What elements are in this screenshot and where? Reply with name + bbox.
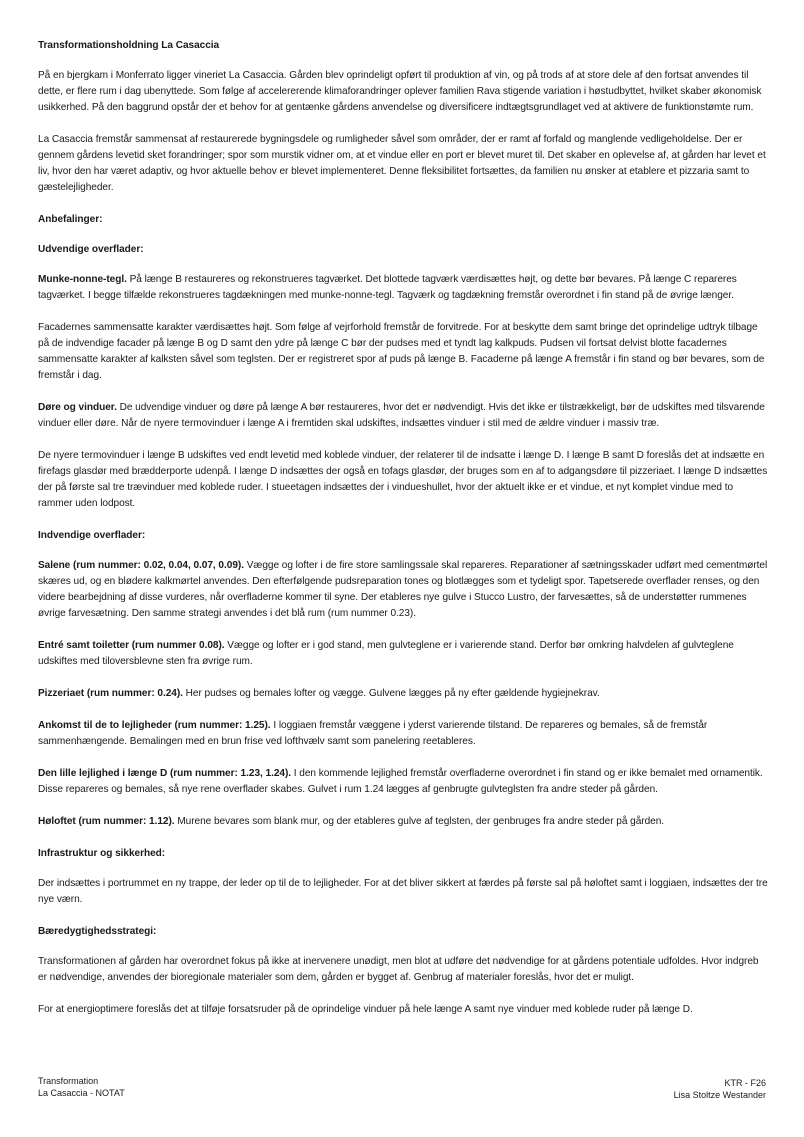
hayloft-title: Høloftet (rum nummer: 1.12). <box>38 816 175 827</box>
footer-right-line-2: Lisa Stoltze Westander <box>673 1090 766 1100</box>
infrastructure-heading: Infrastruktur og sikkerhed: <box>38 848 166 859</box>
footer-right <box>674 1077 766 1101</box>
document-body <box>38 38 768 1034</box>
entry-paragraph <box>38 638 768 670</box>
footer-left-line-1: Transformation <box>38 1076 99 1086</box>
apartment-title: Den lille lejlighed i længe D (rum nummer: 1.23, 1.24). <box>38 768 292 779</box>
roof-paragraph <box>38 272 768 304</box>
pizzeria-paragraph <box>38 686 768 702</box>
doors-paragraph <box>38 400 768 432</box>
apartment-text: I den kommende lejlighed fremstår overfladerne overordnet i fin stand og er ikke bemalet med ornamentik. Disse repareres og bemales, så nye rene overflader skabes. Gulvet i rum 1.24 lægges af genbrugte gulvteglsten fra andre steder på gården. <box>38 768 763 795</box>
document-title: Transformationsholdning La Casaccia <box>38 40 220 51</box>
recommendations-heading: Anbefalinger: <box>38 214 103 225</box>
roof-text: På længe B restaureres og rekonstrueres tagværket. Det blottede tagværk værdisættes højt, og dette bør bevares. På længe C repareres tagværket. I begge tilfælde rekonstrueres tagdækningen med munke-nonne-tegl. Tagværk og tagdækning fremstår overordnet i fin stand på de øvrige længer. <box>38 274 737 301</box>
pizzeria-text: Her pudses og bemales lofter og vægge. Gulvene lægges på ny efter gældende hygiejnekrav. <box>182 688 600 699</box>
arrival-title: Ankomst til de to lejligheder (rum nummer: 1.25). <box>38 720 271 731</box>
footer-left-line-2: La Casaccia - NOTAT <box>38 1088 125 1098</box>
footer-left <box>38 1075 125 1099</box>
halls-title: Salene (rum nummer: 0.02, 0.04, 0.07, 0.09). <box>38 560 244 571</box>
hayloft-text: Murene bevares som blank mur, og der etableres gulve af teglsten, der genbruges fra andre steder på gården. <box>174 816 665 827</box>
halls-text: Vægge og lofter i de fire store samlingssale skal repareres. Reparationer af sætningsskader udført med cementmørtel skæres ud, og en blødere kalkmørtel anvendes. Den efterfølgende pudsreparation tones og blotlægges som et tydeligt spor. Tapetserede overflader renses, og den videre bearbejdning af disse vurderes, når overfladerne kommer til syne. Der etableres nye gulve i Stucco Lustro, der farvesættes, så de understøtter rummenes øvrige farvesætning. Den samme strategi anvendes i det blå rum (rum nummer 0.23). <box>38 560 768 619</box>
infrastructure-paragraph: Der indsættes i portrummet en ny trappe, der leder op til de to lejligheder. For at det bliver sikkert at færdes på første sal på høloftet samt i loggiaen, indsættes der tre nye værn. <box>38 878 768 905</box>
sustainability-paragraph-2: For at energioptimere foreslås det at tilføje forsatsruder på de oprindelige vinduer på hele længe A samt nye vinduer med koblede ruder på længe D. <box>38 1004 693 1015</box>
arrival-paragraph <box>38 718 768 750</box>
exterior-heading: Udvendige overflader: <box>38 244 144 255</box>
intro-paragraph-2: La Casaccia fremstår sammensat af restaurerede bygningsdele og rumligheder såvel som områder, der er ramt af forfald og manglende vedligeholdelse. Der er gennem gårdens levetid sket forandringer; spor som murstik vidner om, at et vindue eller en port er blevet muret til. Det skaber en oplevelse af, at gården har levet et liv, hvor den har været adaptiv, og hvor aktuelle behov er blevet implementeret. Denne fleksibilitet fortsættes, da familien nu ønsker at etablere et pizzaria samt to gæstelejligheder. <box>38 134 766 193</box>
sustainability-heading: Bæredygtighedsstrategi: <box>38 926 157 937</box>
entry-title: Entré samt toiletter (rum nummer 0.08). <box>38 640 225 651</box>
windows-paragraph: De nyere termovinduer i længe B udskiftes ved endt levetid med koblede vinduer, der relaterer til de indsatte i længe D. I længe B samt D foreslås det at indsætte en firefags glasdør med brædderporte udenpå. I længe D indsættes der også en tofags glasdør, der bruges som en af to adgangsdøre til pizzeriaet. I længe D indsættes der på første sal tre trævinduer med koblede ruder. I stueetagen indsættes der i vindueshullet, hvor der aktuelt ikke er et vindue, et nyt komplet vindue med to rammer uden lodpost. <box>38 450 768 509</box>
doors-title: Døre og vinduer. <box>38 402 117 413</box>
halls-paragraph <box>38 558 768 622</box>
pizzeria-title: Pizzeriaet (rum nummer: 0.24). <box>38 688 183 699</box>
sustainability-paragraph-1: Transformationen af gården har overordnet fokus på ikke at inervenere unødigt, men blot at udføre det nødvendige for at gårdens potentiale udfoldes. Hvor indgreb er nødvendige, anvendes der bioregionale materialer som dem, gården er bygget af. Genbrug af materialer foreslås, hvor det er muligt. <box>38 956 759 983</box>
hayloft-paragraph <box>38 814 768 830</box>
doors-text: De udvendige vinduer og døre på længe A bør restaureres, hvor det er nødvendigt. Hvis det ikke er tilstrækkeligt, bør de udskiftes med tilsvarende vinduer eller døre. Når de nyere termovinduer i længe A i fremtiden skal udskiftes, indsættes vinduer i stil med de ældre vinduer i massiv træ. <box>38 402 765 429</box>
footer-right-line-1: KTR - F26 <box>724 1078 766 1088</box>
facade-paragraph: Facadernes sammensatte karakter værdisættes højt. Som følge af vejrforhold fremstår de forvitrede. For at beskytte dem samt bringe det oprindelige udtryk tilbage på de indvendige facader på længe B og D samt den ydre på længe C bør der pudses med et tyndt lag kalkpuds. Pudsen vil fortsat delvist blotte facadernes sammensatte karakter af kalksten såvel som teglsten. Der er registreret spor af puds på længe B. Facaderne på længe A fremstår i fin stand og bør bevares, som de fremstår i dag. <box>38 322 765 381</box>
roof-title: Munke-nonne-tegl. <box>38 274 127 285</box>
interior-heading: Indvendige overflader: <box>38 530 146 541</box>
intro-paragraph-1: På en bjergkam i Monferrato ligger vineriet La Casaccia. Gården blev oprindeligt opført til produktion af vin, og på trods af at store dele af den fortsat anvendes til dette, er flere rum i dag ubenyttede. Som følge af accelererende klimaforandringer oplever familien Rava stigende variation i høstudbyttet, hvilket skaber økonomisk usikkerhed. På den baggrund opstår der et behov for at gentænke gårdens anvendelse og diversificere indtægtsgrundlaget ved at aktivere de funktionstømte rum. <box>38 70 762 113</box>
arrival-text: I loggiaen fremstår væggene i yderst varierende tilstand. De repareres og bemales, så de fremstår sammenhængende. Bemalingen med en brun frise ved lofthvælv samt som panelering reetableres. <box>38 720 708 747</box>
apartment-paragraph <box>38 766 768 798</box>
entry-text: Vægge og lofter er i god stand, men gulvteglene er i varierende stand. Derfor bør omkring halvdelen af gulvteglene udskiftes med tiloversblevne sten fra øvrige rum. <box>38 640 734 667</box>
